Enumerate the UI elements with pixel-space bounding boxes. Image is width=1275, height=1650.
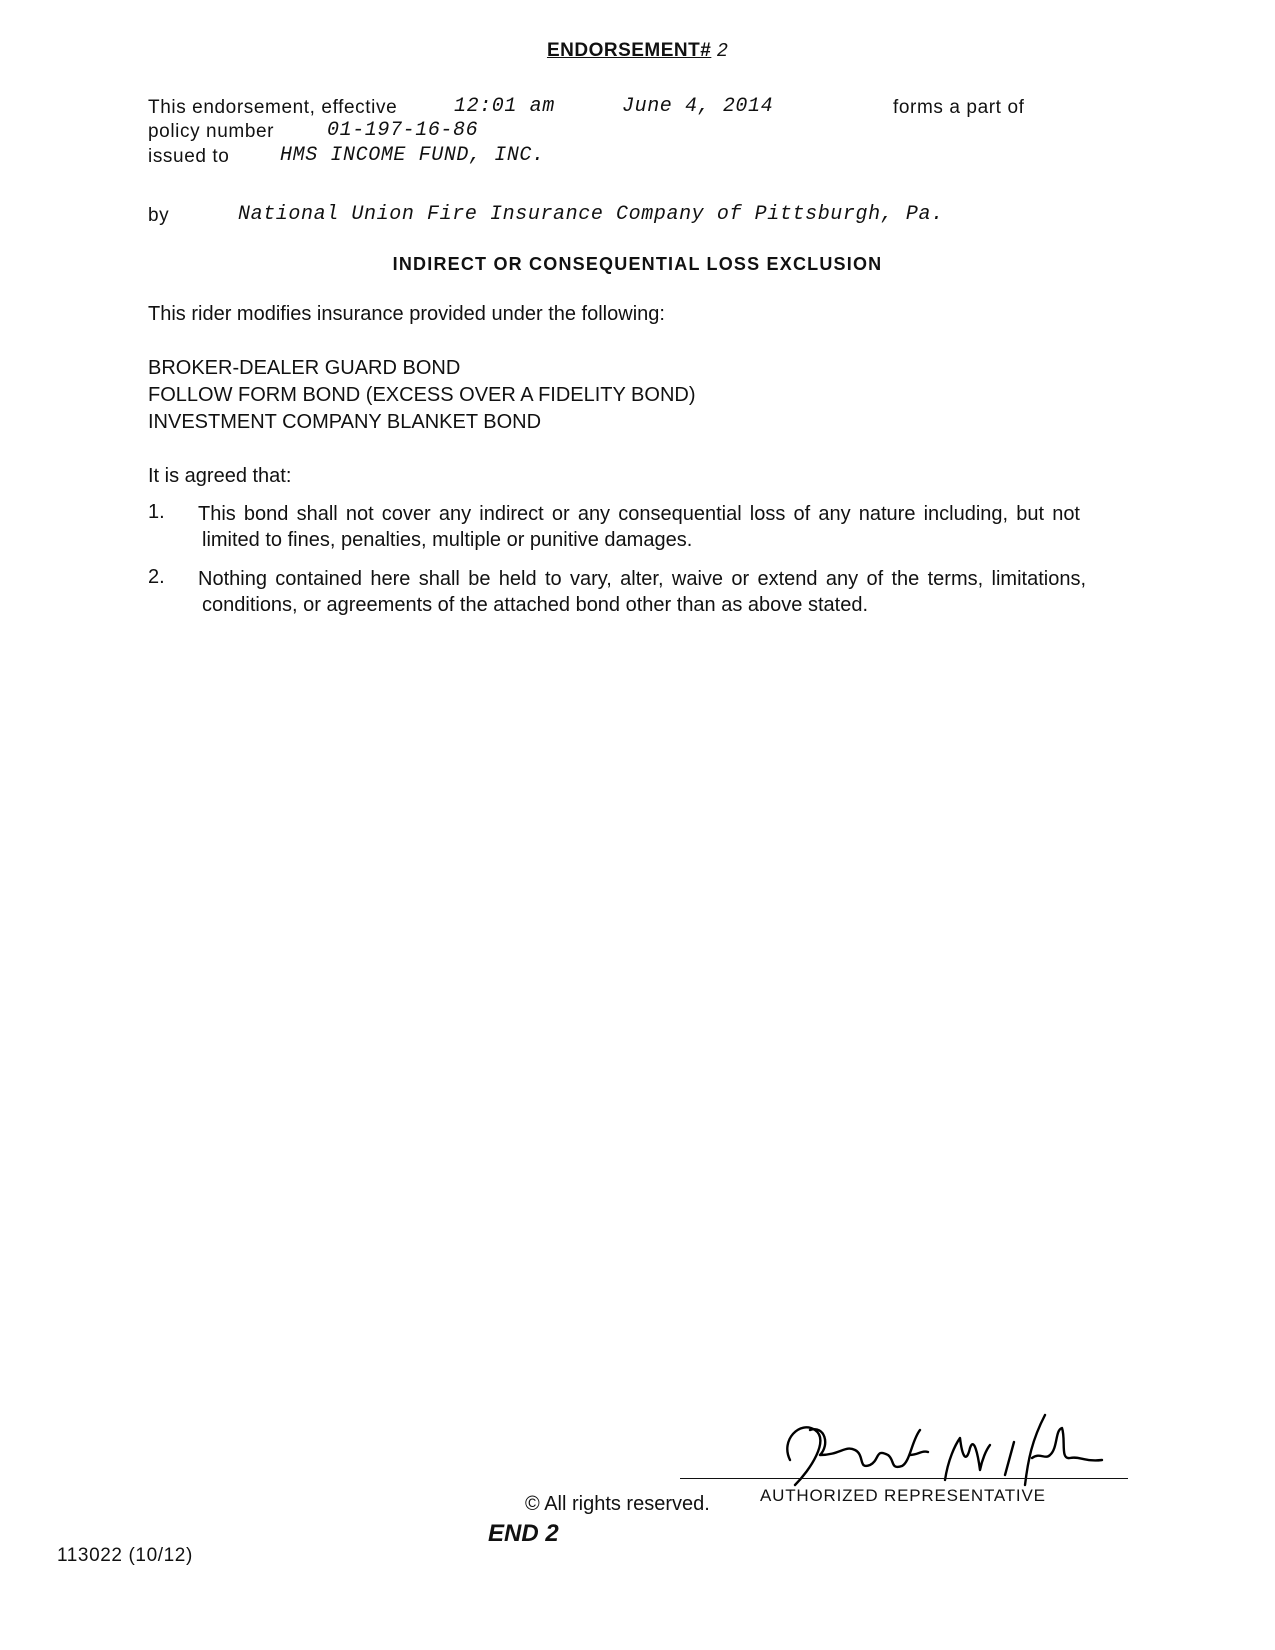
insurer-name: National Union Fire Insurance Company of Pittsburgh, Pa.	[238, 203, 944, 226]
issued-to-label: issued to	[148, 146, 230, 167]
endorsement-title	[0, 40, 1275, 62]
endorsement-label: ENDORSEMENT#	[546, 40, 712, 61]
forms-part-label: forms a part of	[893, 97, 1025, 118]
effective-label: This endorsement, effective	[148, 97, 398, 118]
end-code: END 2	[488, 1520, 559, 1547]
endorsement-number: 2	[716, 40, 729, 62]
insured-name: HMS INCOME FUND, INC.	[280, 144, 545, 167]
copyright-notice: © All rights reserved.	[525, 1493, 710, 1515]
clause-text: This bond shall not cover any indirect or any consequential loss of any nature including, but not limited to fines, penalties, multiple or punitive damages.	[198, 503, 1080, 551]
policy-number-label: policy number	[148, 121, 275, 142]
form-code: 113022 (10/12)	[57, 1545, 193, 1566]
effective-date: June 4, 2014	[622, 95, 774, 118]
authorized-representative-label: AUTHORIZED REPRESENTATIVE	[760, 1486, 1046, 1505]
signature-line	[680, 1478, 1128, 1479]
intro-text: This rider modifies insurance provided under the following:	[148, 303, 665, 325]
clause-number: 1.	[148, 501, 165, 523]
by-label: by	[148, 205, 170, 226]
signature-image	[770, 1400, 1120, 1490]
effective-time: 12:01 am	[454, 95, 555, 118]
bond-item: INVESTMENT COMPANY BLANKET BOND	[148, 411, 542, 433]
agreed-text: It is agreed that:	[148, 465, 292, 487]
policy-number: 01-197-16-86	[327, 119, 479, 142]
bond-item: FOLLOW FORM BOND (EXCESS OVER A FIDELITY BOND)	[148, 384, 696, 406]
clause-number: 2.	[148, 566, 165, 588]
bond-item: BROKER-DEALER GUARD BOND	[148, 357, 461, 379]
exclusion-heading: INDIRECT OR CONSEQUENTIAL LOSS EXCLUSION	[392, 254, 883, 274]
clause-text: Nothing contained here shall be held to vary, alter, waive or extend any of the terms, limitations, conditions, or agreements of the attached bond other than as above stated.	[198, 568, 1086, 616]
